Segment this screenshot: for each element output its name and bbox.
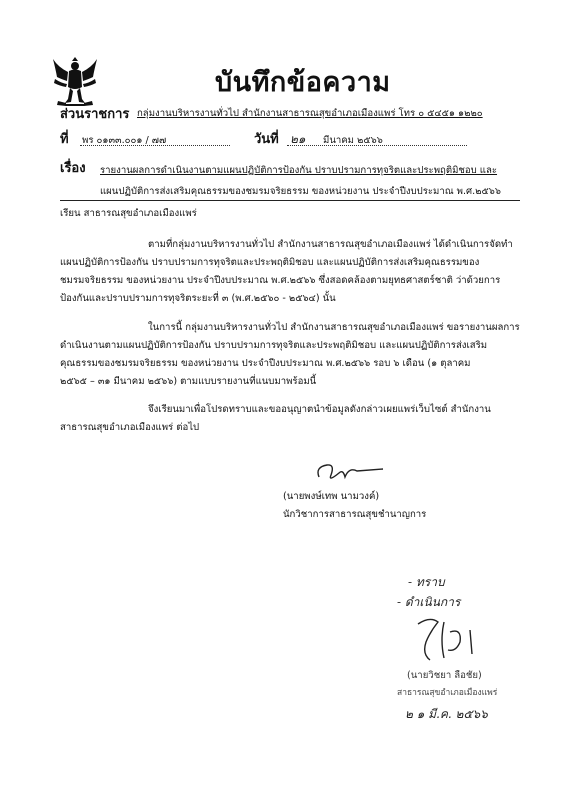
paragraph-3-line: สาธารณสุขอำเภอเมืองแพร่ ต่อไป xyxy=(60,422,200,433)
paragraph-2-line: คุณธรรมของชมรมจริยธรรม ของหน่วยงาน ประจำปีงบประมาณ พ.ศ.๒๕๖๖ รอบ ๖ เดือน (๑ ตุลาคม xyxy=(60,358,471,369)
date-day: ๒๑ xyxy=(290,132,306,146)
paragraph-2-line: ดำเนินงานตามแผนปฏิบัติการป้องกัน ปราบปรามการทุจริตและประพฤติมิชอบ และแผนปฏิบัติการส่งเสริม xyxy=(60,340,488,351)
paragraph-1-line: ชมรมจริยธรรม ของหน่วยงาน ประจำปีงบประมาณ พ.ศ.๒๕๖๖ ซึ่งสอดคล้องตามยุทธศาสตร์ชาติ ว่าด้วยการ xyxy=(60,275,501,286)
ref-dotline xyxy=(80,145,230,146)
paragraph-1-line: ป้องกันและปราบปรามการทุจริตระยะที่ ๓ (พ.ศ.๒๕๖๐ - ๒๕๖๔) นั้น xyxy=(60,293,336,304)
subject-line-1: รายงานผลการดำเนินงานตามแผนปฏิบัติการป้องกัน ปราบปรามการทุจริตและประพฤติมิชอบ และ xyxy=(100,165,498,176)
salutation: เรียน สาธารณสุขอำเภอเมืองแพร่ xyxy=(60,208,197,219)
date-label: วันที่ xyxy=(254,132,279,147)
approval-note-2: - ดำเนินการ xyxy=(397,595,461,609)
paragraph-2-line: ๒๕๖๕ – ๓๑ มีนาคม ๒๕๖๖) ตามแบบรายงานที่แนบมาพร้อมนี้ xyxy=(60,376,317,387)
subject-line-2: แผนปฏิบัติการส่งเสริมคุณธรรมของชมรมจริยธรรม ของหน่วยงาน ประจำปีงบประมาณ พ.ศ.๒๕๖๖ xyxy=(100,186,501,197)
paragraph-3-line: จึงเรียนมาเพื่อโปรดทราบและขออนุญาตนำข้อมูลดังกล่าวเผยแพร่เว็บไซต์ สำนักงาน xyxy=(148,404,491,415)
paragraph-2-line: ในการนี้ กลุ่มงานบริหารงานทั่วไป สำนักงานสาธารณสุขอำเภอเมืองแพร่ ขอรายงานผลการ xyxy=(148,322,520,333)
approver-name: (นายวิชยา ลือชัย) xyxy=(407,670,482,681)
paragraph-1-line: ตามที่กลุ่มงานบริหารงานทั่วไป สำนักงานสาธารณสุขอำเภอเมืองแพร่ ได้ดำเนินการจัดทำ xyxy=(148,239,513,250)
author-position: นักวิชาการสาธารณสุขชำนาญการ xyxy=(283,509,427,520)
ref-label: ที่ xyxy=(60,132,69,147)
approval-note-1: - ทราบ xyxy=(408,575,445,589)
date-value: มีนาคม ๒๕๖๖ xyxy=(323,135,383,146)
agency-label: ส่วนราชการ xyxy=(60,107,130,122)
approver-position: สาธารณสุขอำเภอเมืองแพร่ xyxy=(397,688,498,698)
paragraph-1-line: แผนปฏิบัติการป้องกัน ปราบปรามการทุจริตและประพฤติมิชอบ และแผนปฏิบัติการส่งเสริมคุณธรรมของ xyxy=(60,257,480,268)
memo-title: บันทึกข้อความ xyxy=(215,67,391,98)
author-name: (นายพงษ์เทพ นามวงค์) xyxy=(283,491,380,502)
author-signature xyxy=(313,455,393,489)
agency-value: กลุ่มงานบริหารงานทั่วไป สำนักงานสาธารณสุขอำเภอเมืองแพร่ โทร ๐ ๕๔๕๑ ๑๒๒๐ xyxy=(137,108,483,119)
date-dotline xyxy=(287,145,467,146)
approver-signature xyxy=(400,612,495,667)
approval-date: ๒ ๑ มี.ค. ๒๕๖๖ xyxy=(405,707,488,721)
header-divider xyxy=(60,200,520,201)
garuda-emblem xyxy=(52,57,98,109)
subject-label: เรื่อง xyxy=(60,161,86,176)
ref-value: พร ๐๑๓๓.๐๐๑ / ๗๗ xyxy=(82,135,167,146)
